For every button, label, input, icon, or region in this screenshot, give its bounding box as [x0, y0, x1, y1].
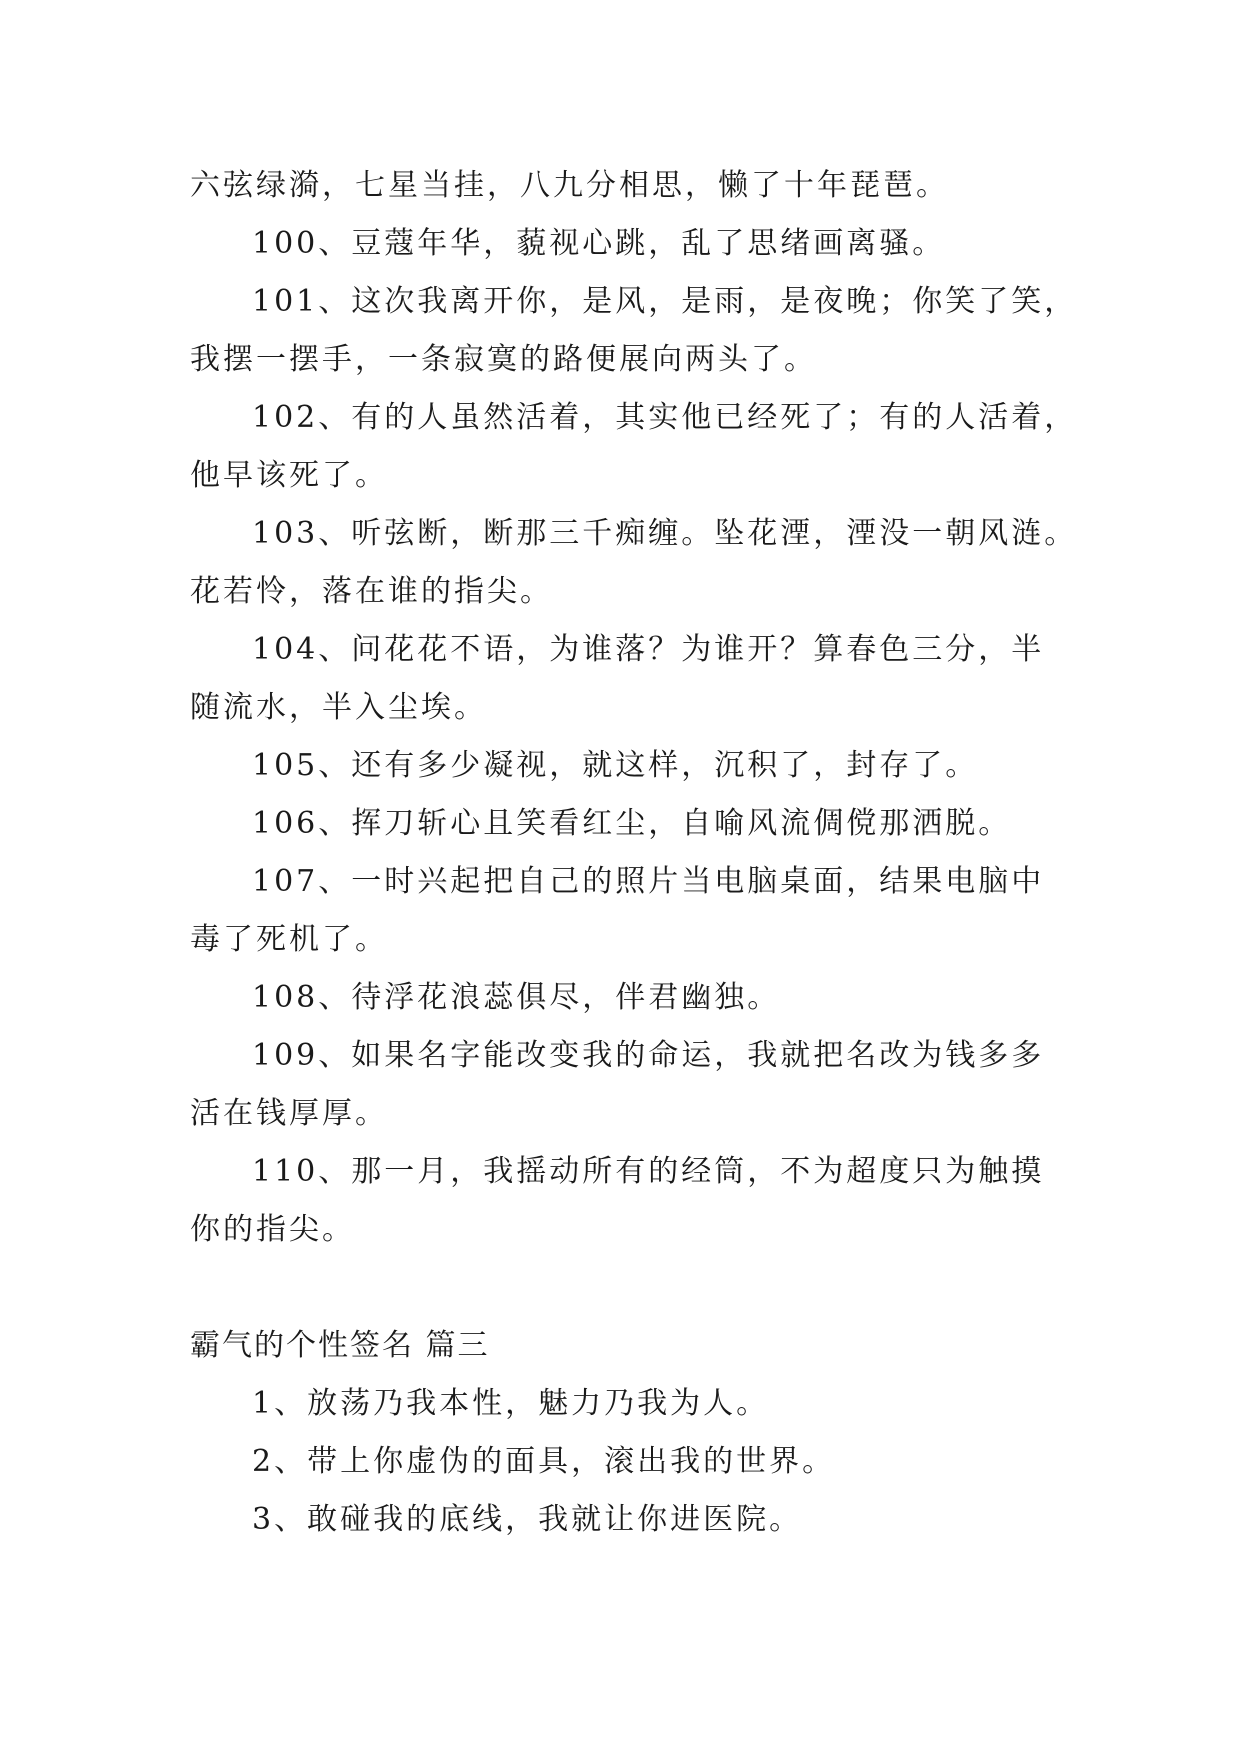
- paragraph-line: 104、问花花不语，为谁落？为谁开？算春色三分，半: [252, 632, 1045, 667]
- list-item: 3、敢碰我的底线，我就让你进医院。: [252, 1502, 803, 1537]
- paragraph-line: 101、这次我离开你，是风，是雨，是夜晚；你笑了笑，: [252, 284, 1078, 319]
- paragraph-line: 毒了死机了。: [190, 922, 388, 957]
- paragraph-line: 活在钱厚厚。: [190, 1096, 388, 1131]
- list-item: 2、带上你虚伪的面具，滚出我的世界。: [252, 1444, 836, 1479]
- paragraph-line: 花若怜，落在谁的指尖。: [190, 574, 553, 609]
- paragraph-line: 107、一时兴起把自己的照片当电脑桌面，结果电脑中: [252, 864, 1045, 899]
- paragraph-line: 102、有的人虽然活着，其实他已经死了；有的人活着，: [252, 400, 1078, 435]
- paragraph-line: 108、待浮花浪蕊俱尽，伴君幽独。: [252, 980, 781, 1015]
- paragraph-line: 110、那一月，我摇动所有的经筒，不为超度只为触摸: [252, 1154, 1045, 1189]
- paragraph-line: 六弦绿漪，七星当挂，八九分相思，懒了十年琵琶。: [190, 168, 949, 203]
- section-heading: 霸气的个性签名 篇三: [190, 1328, 490, 1363]
- paragraph-line: 109、如果名字能改变我的命运，我就把名改为钱多多: [252, 1038, 1045, 1073]
- paragraph-line: 我摆一摆手，一条寂寞的路便展向两头了。: [190, 342, 817, 377]
- list-item: 1、放荡乃我本性，魅力乃我为人。: [252, 1386, 770, 1421]
- paragraph-line: 106、挥刀斩心且笑看红尘，自喻风流倜傥那洒脱。: [252, 806, 1012, 841]
- paragraph-line: 103、听弦断，断那三千痴缠。坠花湮，湮没一朝风涟。: [252, 516, 1078, 551]
- paragraph-line: 105、还有多少凝视，就这样，沉积了，封存了。: [252, 748, 979, 783]
- paragraph-line: 随流水，半入尘埃。: [190, 690, 487, 725]
- section-spacer: [190, 1259, 1070, 1317]
- paragraph-line: 100、豆蔻年华，藐视心跳，乱了思绪画离骚。: [252, 226, 946, 261]
- paragraph-line: 他早该死了。: [190, 458, 388, 493]
- paragraph-line: 你的指尖。: [190, 1212, 355, 1247]
- document-body: [190, 157, 1078, 1549]
